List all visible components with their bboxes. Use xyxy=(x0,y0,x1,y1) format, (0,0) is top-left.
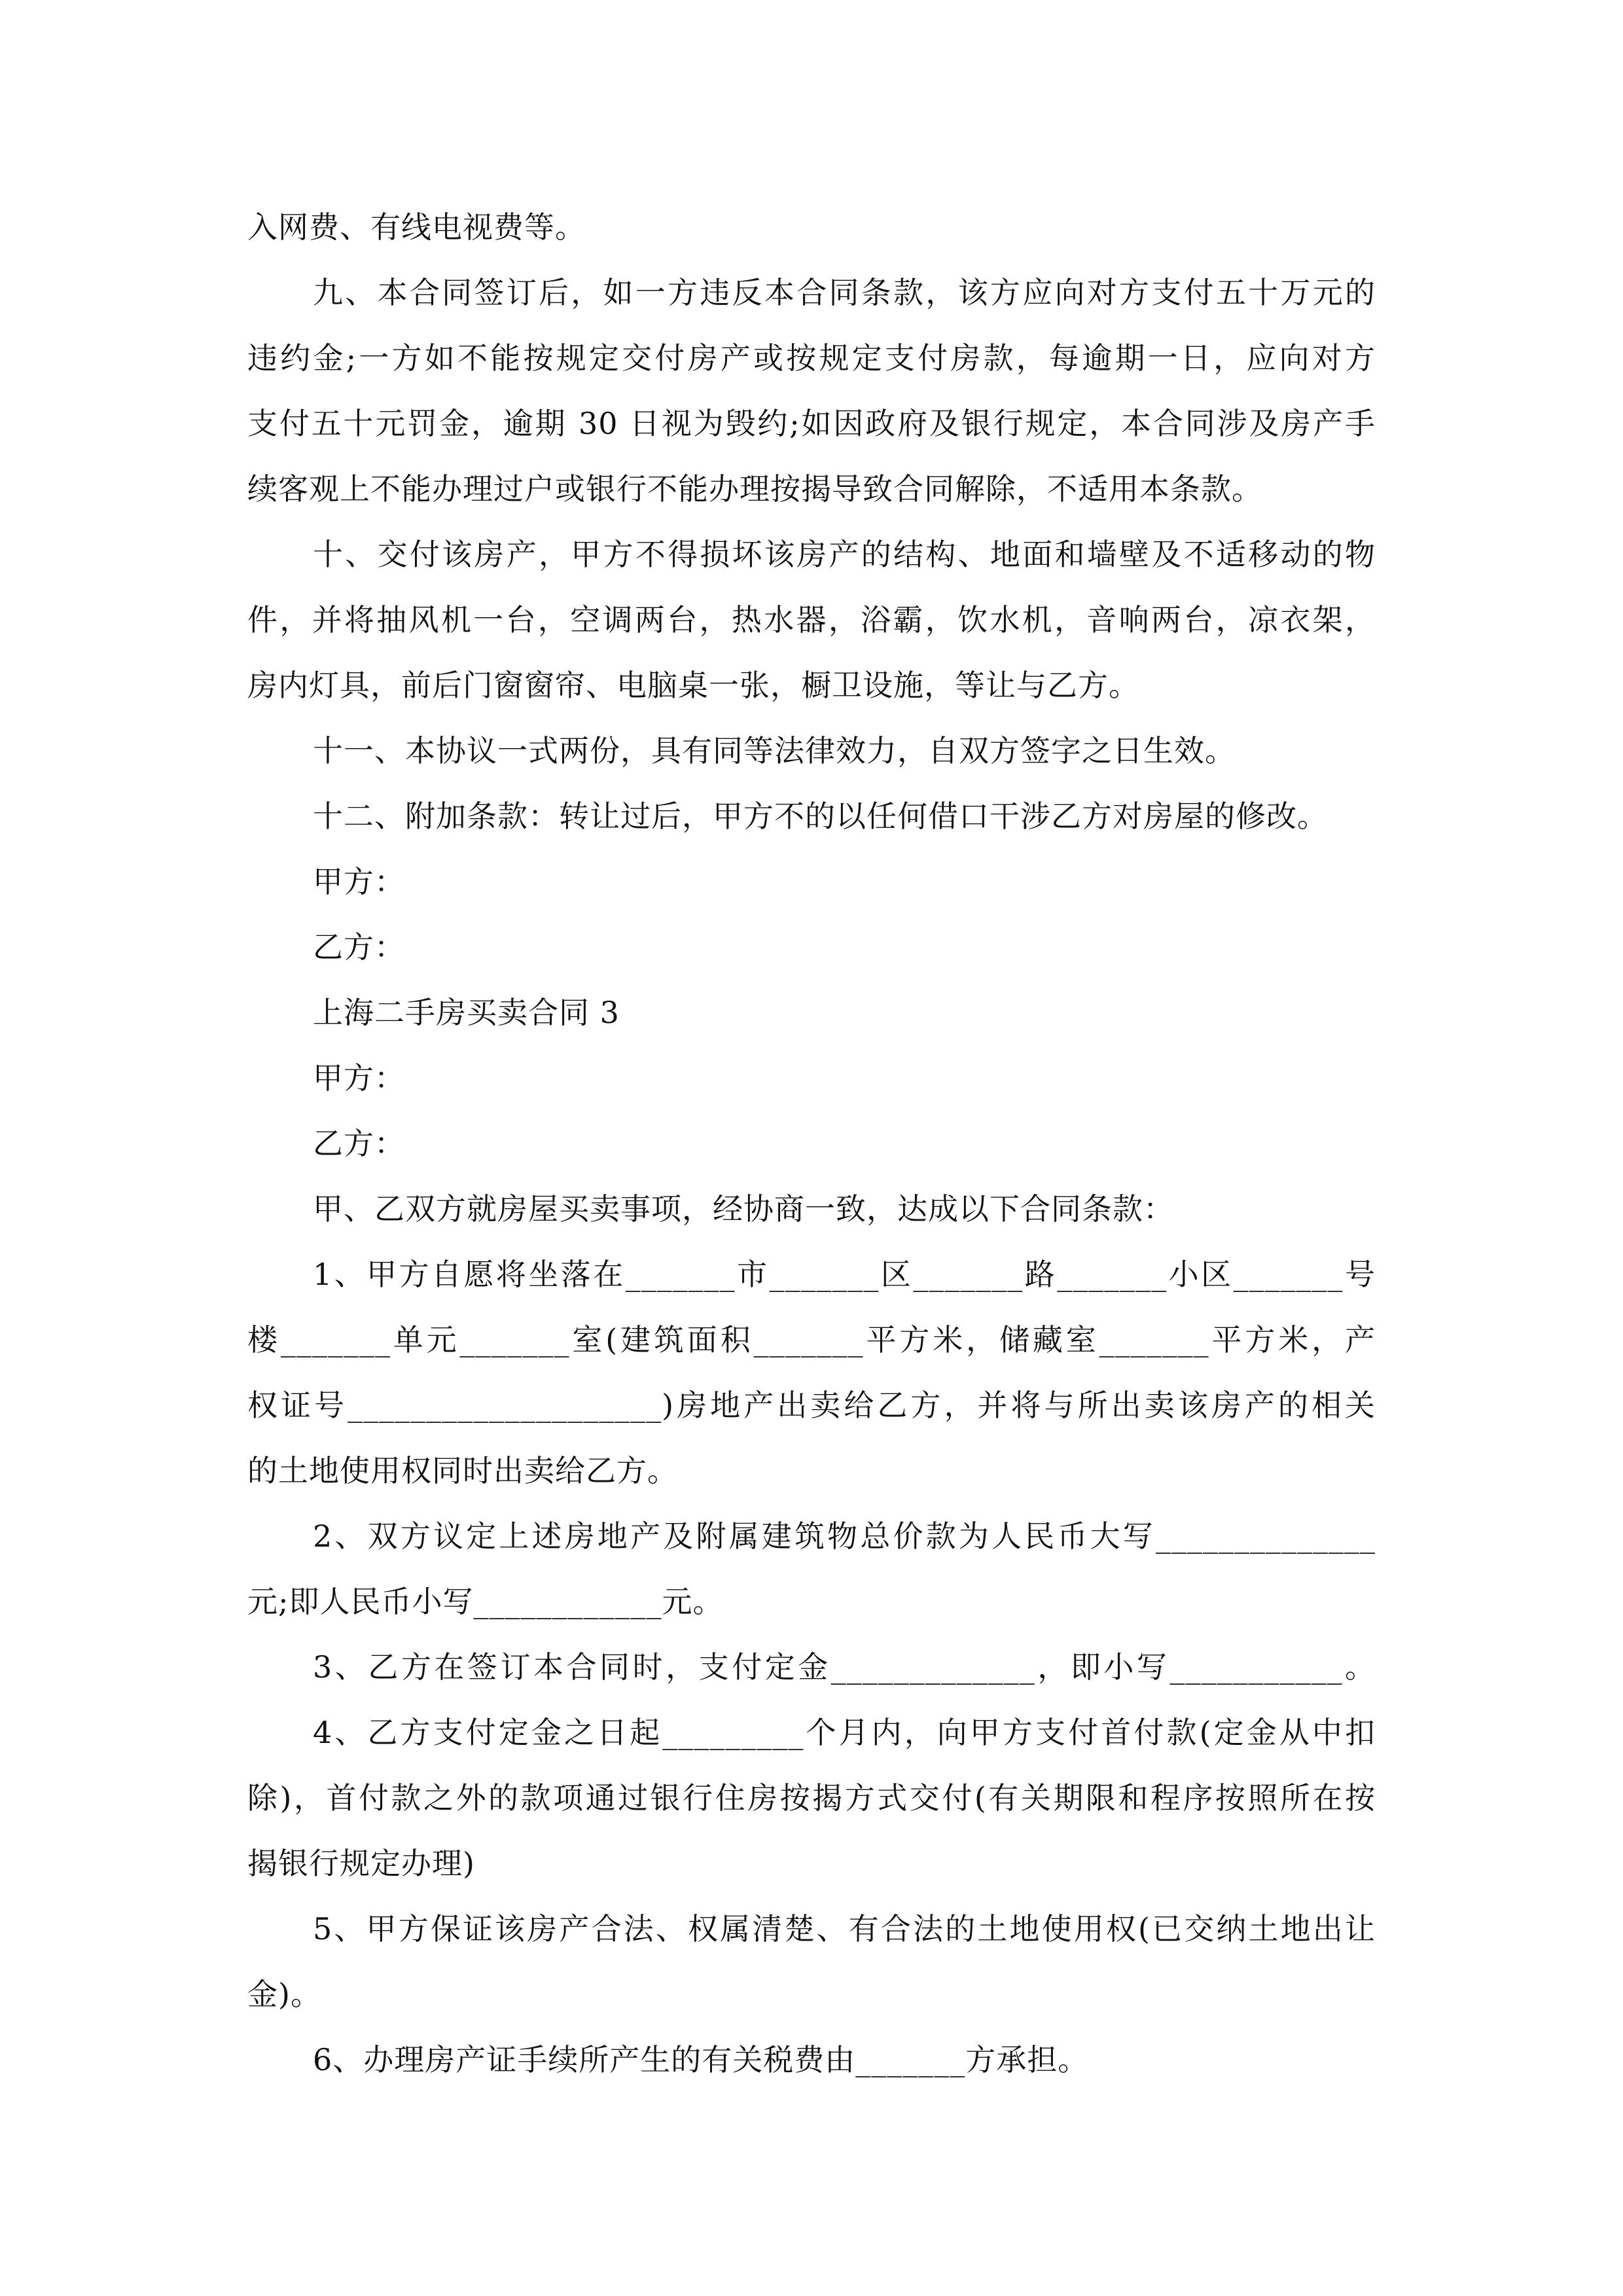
clause-9-line: 支付五十元罚金，逾期 30 日视为毁约;如因政府及银行规定，本合同涉及房产手 xyxy=(247,406,1376,441)
article-1-line: 权证号____________________)房地产出卖给乙方，并将与所出卖该房产的相关 xyxy=(247,1388,1376,1423)
party-b-label: 乙方： xyxy=(313,929,405,965)
preamble: 甲、乙双方就房屋买卖事项，经协商一致，达成以下合同条款： xyxy=(313,1191,1174,1227)
article-4-line: 除)，首付款之外的款项通过银行住房按揭方式交付(有关期限和程序按照所在按 xyxy=(247,1780,1376,1816)
clause-10-line: 十、交付该房产，甲方不得损坏该房产的结构、地面和墙壁及不适移动的物 xyxy=(313,537,1376,572)
article-2-line: 2、双方议定上述房地产及附属建筑物总价款为人民币大写______________ xyxy=(313,1518,1376,1554)
clause-9-line: 九、本合同签订后，如一方违反本合同条款，该方应向对方支付五十万元的 xyxy=(313,275,1376,310)
clause-10-line: 件，并将抽风机一台，空调两台，热水器，浴霸，饮水机，音响两台，凉衣架， xyxy=(247,602,1376,637)
clause-11: 十一、本协议一式两份，具有同等法律效力，自双方签字之日生效。 xyxy=(313,733,1236,768)
article-4-line: 揭银行规定办理) xyxy=(247,1846,475,1881)
party-a-label: 甲方： xyxy=(313,1060,405,1096)
article-2-line: 元;即人民币小写____________元。 xyxy=(247,1584,724,1619)
party-b-label: 乙方： xyxy=(313,1126,405,1161)
article-1-line: 楼_______单元_______室(建筑面积_______平方米，储藏室_______平方米，产 xyxy=(247,1322,1376,1357)
clause-10-line: 房内灯具，前后门窗窗帘、电脑桌一张，橱卫设施，等让与乙方。 xyxy=(247,668,1139,703)
clause-12: 十二、附加条款：转让过后，甲方不的以任何借口干涉乙方对房屋的修改。 xyxy=(313,798,1328,834)
article-1-line: 1、甲方自愿将坐落在_______市_______区_______路_______小区_______号 xyxy=(313,1257,1376,1292)
article-5-line: 金)。 xyxy=(247,1977,321,2012)
text-line: 入网费、有线电视费等。 xyxy=(247,209,586,245)
clause-9-line: 续客观上不能办理过户或银行不能办理按揭导致合同解除，不适用本条款。 xyxy=(247,471,1262,507)
party-a-label: 甲方： xyxy=(313,864,405,899)
article-6: 6、办理房产证手续所产生的有关税费由_______方承担。 xyxy=(313,2042,1089,2077)
article-1-line: 的土地使用权同时出卖给乙方。 xyxy=(247,1453,678,1488)
contract-title: 上海二手房买卖合同 3 xyxy=(313,995,620,1030)
article-4-line: 4、乙方支付定金之日起_________个月内，向甲方支付首付款(定金从中扣 xyxy=(313,1715,1376,1750)
article-5-line: 5、甲方保证该房产合法、权属清楚、有合法的土地使用权(已交纳土地出让 xyxy=(313,1911,1376,1946)
clause-9-line: 违约金;一方如不能按规定交付房产或按规定支付房款，每逾期一日，应向对方 xyxy=(247,340,1376,376)
article-3: 3、乙方在签订本合同时，支付定金_____________，即小写___________。 xyxy=(313,1649,1376,1685)
